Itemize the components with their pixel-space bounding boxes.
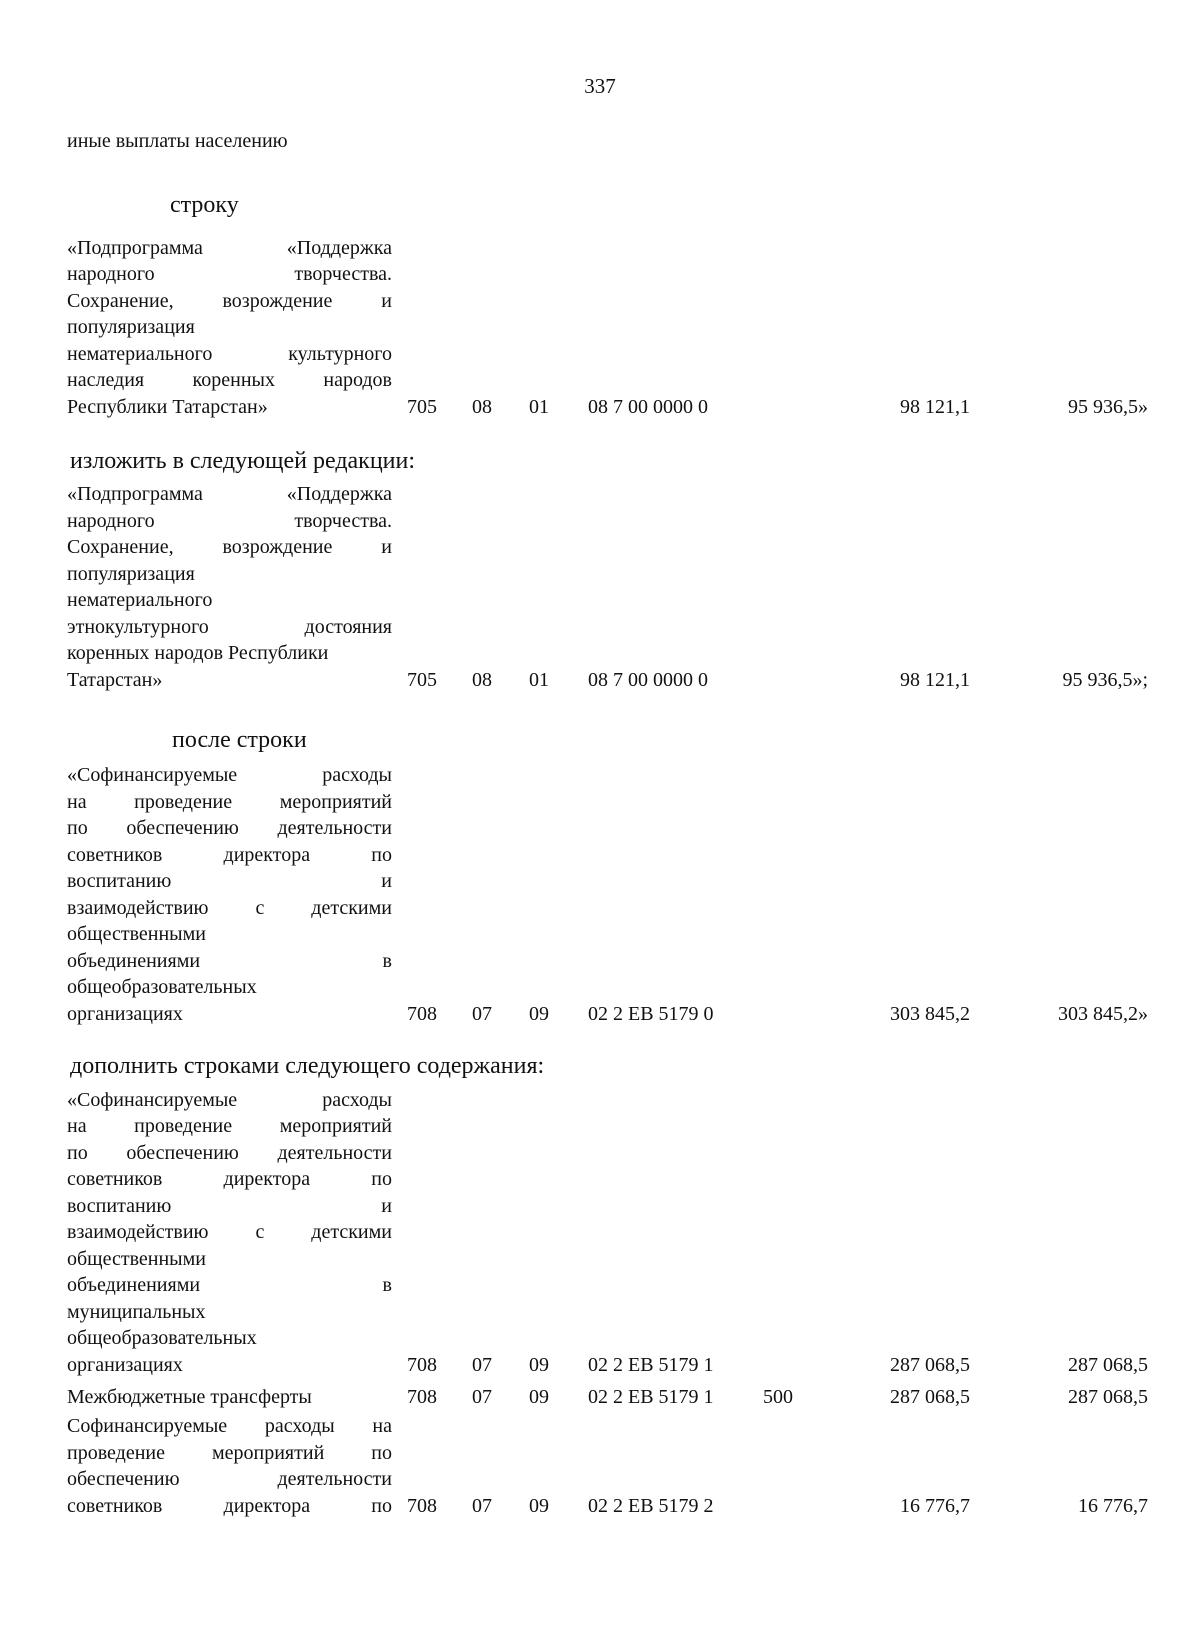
ved-code: 705 <box>407 668 437 691</box>
subsection-code: 09 <box>529 1385 549 1408</box>
table-row <box>0 756 1200 1027</box>
target-article-code: 02 2 EB 5179 2 <box>588 1494 714 1517</box>
section-code: 07 <box>472 1494 492 1517</box>
row-description <box>67 1384 392 1411</box>
description-line: воспитанию и <box>67 870 392 892</box>
description-line: «Подпрограмма «Поддержка <box>67 236 392 259</box>
row-description <box>67 1413 392 1519</box>
ved-code: 705 <box>407 395 437 418</box>
table-row <box>0 1382 1200 1410</box>
amount-year-2: 303 845,2» <box>1058 1002 1148 1025</box>
amount-year-1: 98 121,1 <box>900 395 970 418</box>
subsection-code: 09 <box>529 1494 549 1517</box>
description-line: объединениями в <box>67 1274 392 1296</box>
description-line: популяризация <box>67 316 195 338</box>
description-line: «Подпрограмма «Поддержка <box>67 483 392 505</box>
section-code: 08 <box>472 395 492 418</box>
description-line: муниципальных <box>67 1300 206 1323</box>
description-line: обеспечению деятельности <box>67 1468 392 1490</box>
ved-code: 708 <box>407 1002 437 1025</box>
subsection-code: 09 <box>529 1353 549 1376</box>
row-description <box>67 762 392 1027</box>
target-article-code: 02 2 EB 5179 1 <box>588 1385 714 1408</box>
target-article-code: 08 7 00 0000 0 <box>588 668 708 691</box>
subsection-code: 09 <box>529 1002 549 1025</box>
description-line: взаимодействию с детскими <box>67 1221 392 1243</box>
amount-year-1: 303 845,2 <box>890 1002 970 1025</box>
description-line: советников директора по <box>67 1168 392 1190</box>
table-row <box>0 470 1200 693</box>
amount-year-2: 287 068,5 <box>1068 1385 1148 1408</box>
subsection-code: 01 <box>529 395 549 418</box>
row-description <box>67 481 392 693</box>
target-article-code: 02 2 EB 5179 0 <box>588 1002 714 1025</box>
top-line-text: иные выплаты населению <box>67 130 288 152</box>
description-line: взаимодействию с детскими <box>67 896 392 919</box>
ved-code: 708 <box>407 1494 437 1517</box>
description-line: советников директора по <box>67 843 392 866</box>
phrase-2: после строки <box>172 727 307 753</box>
description-line: популяризация <box>67 562 195 585</box>
section-code: 08 <box>472 668 492 691</box>
amount-year-1: 287 068,5 <box>890 1353 970 1376</box>
description-line: проведение мероприятий по <box>67 1441 392 1464</box>
description-line: организациях <box>67 1002 183 1025</box>
amount-year-2: 16 776,7 <box>1078 1494 1148 1517</box>
description-line: советников директора по <box>67 1494 392 1517</box>
section-code: 07 <box>472 1385 492 1408</box>
phrase-3: дополнить строками следующего содержания: <box>70 1053 545 1079</box>
description-line: Сохранение, возрождение и <box>67 289 392 312</box>
description-line: Межбюджетные трансферты <box>67 1385 312 1408</box>
description-line: по обеспечению деятельности <box>67 817 392 839</box>
description-line: Софинансируемые расходы на <box>67 1415 392 1437</box>
amount-year-2: 287 068,5 <box>1068 1353 1148 1376</box>
table-row <box>0 1081 1200 1378</box>
phrase-0: строку <box>170 192 239 218</box>
ved-code: 708 <box>407 1353 437 1376</box>
description-line: народного творчества. <box>67 263 392 285</box>
ved-code: 708 <box>407 1385 437 1408</box>
description-line: нематериального культурного <box>67 342 392 365</box>
amount-year-1: 287 068,5 <box>890 1385 970 1408</box>
description-line: общеобразовательных <box>67 976 257 998</box>
description-line: общеобразовательных <box>67 1327 257 1349</box>
subsection-code: 01 <box>529 668 549 691</box>
description-line: наследия коренных народов <box>67 369 392 391</box>
section-code: 07 <box>472 1002 492 1025</box>
description-line: коренных народов Республики <box>67 642 329 664</box>
description-line: объединениями в <box>67 949 392 972</box>
description-line: воспитанию и <box>67 1194 392 1217</box>
row-description <box>67 235 392 421</box>
description-line: по обеспечению деятельности <box>67 1141 392 1164</box>
description-line: на проведение мероприятий <box>67 1115 392 1137</box>
target-article-code: 08 7 00 0000 0 <box>588 395 708 418</box>
description-line: Татарстан» <box>67 668 163 691</box>
table-row <box>0 220 1200 420</box>
amount-year-1: 16 776,7 <box>900 1494 970 1517</box>
expense-type-code: 500 <box>763 1385 793 1408</box>
amount-year-2: 95 936,5» <box>1068 395 1148 418</box>
description-line: Сохранение, возрождение и <box>67 536 392 558</box>
page-number: 337 <box>584 74 616 98</box>
target-article-code: 02 2 EB 5179 1 <box>588 1353 714 1376</box>
table-row <box>0 1412 1200 1519</box>
description-line: Республики Татарстан» <box>67 395 268 418</box>
description-line: организациях <box>67 1353 183 1376</box>
description-line: на проведение мероприятий <box>67 790 392 813</box>
amount-year-2: 95 936,5»; <box>1062 668 1148 691</box>
description-line: общественными <box>67 923 206 945</box>
row-description <box>67 1087 392 1379</box>
description-line: нематериального <box>67 589 213 611</box>
phrase-1: изложить в следующей редакции: <box>70 448 416 474</box>
description-line: народного творчества. <box>67 509 392 532</box>
amount-year-1: 98 121,1 <box>900 668 970 691</box>
description-line: «Софинансируемые расходы <box>67 764 392 786</box>
section-code: 07 <box>472 1353 492 1376</box>
description-line: общественными <box>67 1247 206 1270</box>
description-line: этнокультурного достояния <box>67 615 392 638</box>
description-line: «Софинансируемые расходы <box>67 1088 392 1111</box>
